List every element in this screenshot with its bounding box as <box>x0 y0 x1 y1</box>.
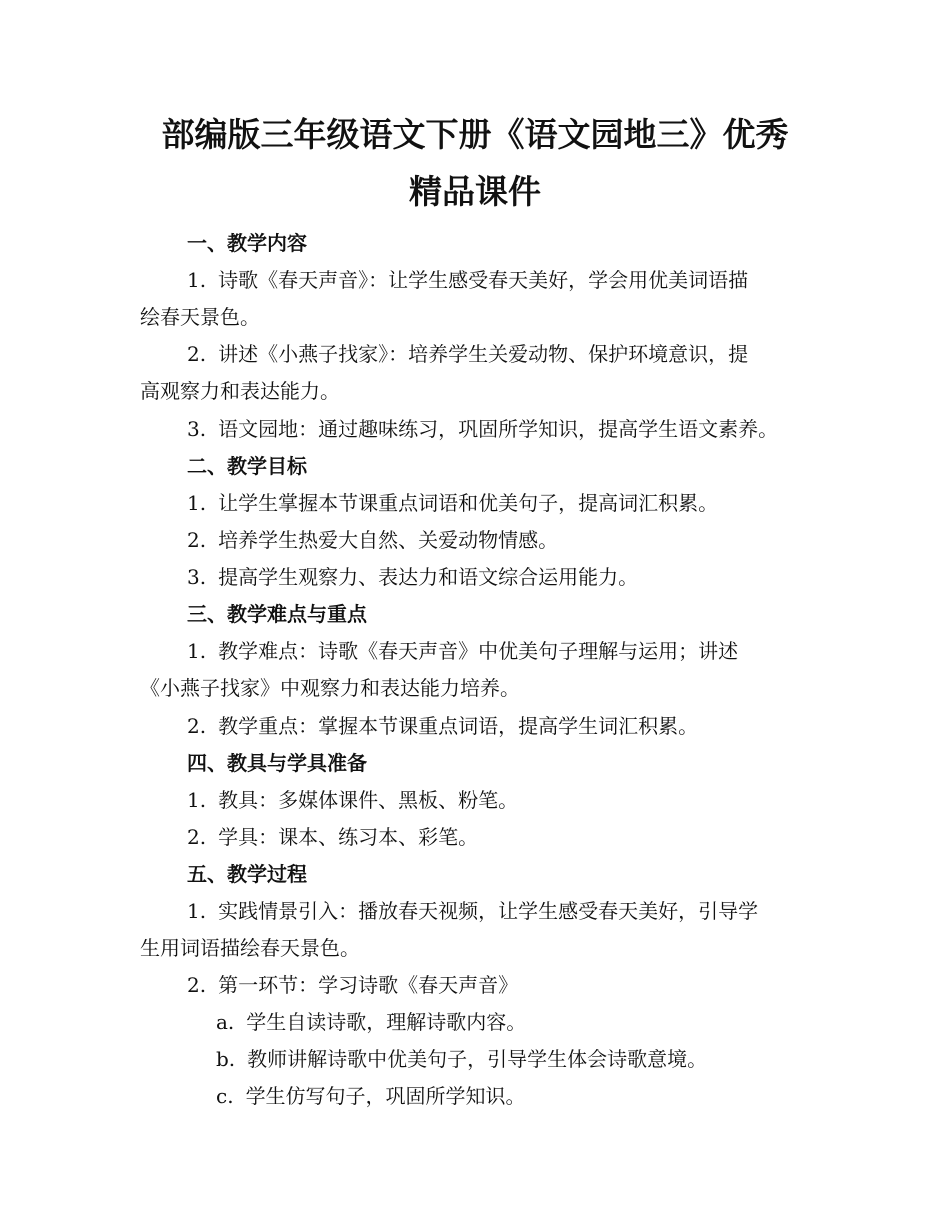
document-title-line-2: 精品课件 <box>409 172 541 211</box>
tools-item-1-text: 教具：多媒体课件、黑板、粉笔。 <box>218 788 519 812</box>
keypoints-item-1-continuation: 《小燕子找家》中观察力和表达能力培养。 <box>140 676 520 700</box>
tools-item-2-text: 学具：课本、练习本、彩笔。 <box>218 825 479 849</box>
list-number: 2. <box>187 973 207 997</box>
keypoints-item-1 <box>187 637 738 665</box>
goals-item-1-text: 让学生掌握本节课重点词语和优美句子，提高词汇积累。 <box>218 491 719 515</box>
section-heading-content: 一、教学内容 <box>187 231 307 255</box>
content-item-1-text: 诗歌《春天声音》：让学生感受春天美好，学会用优美词语描 <box>218 268 749 292</box>
process-sub-item-b <box>216 1045 707 1073</box>
process-item-1-text: 实践情景引入：播放春天视频，让学生感受春天美好，引导学 <box>218 899 759 923</box>
process-sub-item-a <box>216 1008 526 1036</box>
process-sub-item-c-text: 学生仿写句子，巩固所学知识。 <box>245 1084 526 1108</box>
keypoints-item-2-text: 教学重点：掌握本节课重点词语，提高学生词汇积累。 <box>218 714 699 738</box>
goals-item-3-text: 提高学生观察力、表达力和语文综合运用能力。 <box>218 565 639 589</box>
keypoints-item-2 <box>187 712 698 740</box>
process-item-2-text: 第一环节：学习诗歌《春天声音》 <box>218 973 519 997</box>
content-item-2 <box>187 340 748 368</box>
list-number: 1. <box>187 639 207 663</box>
list-letter: b. <box>216 1047 236 1071</box>
goals-item-2-text: 培养学生热爱大自然、关爱动物情感。 <box>218 528 559 552</box>
content-item-2-continuation: 高观察力和表达能力。 <box>140 379 340 403</box>
keypoints-item-1-text: 教学难点：诗歌《春天声音》中优美句子理解与运用；讲述 <box>218 639 739 663</box>
list-letter: a. <box>216 1010 235 1034</box>
section-heading-process: 五、教学过程 <box>187 862 307 886</box>
content-item-1-continuation: 绘春天景色。 <box>140 305 260 329</box>
tools-item-1 <box>187 786 518 814</box>
list-number: 3. <box>187 565 207 589</box>
list-number: 2. <box>187 825 207 849</box>
list-number: 2. <box>187 714 207 738</box>
list-number: 3. <box>187 417 207 441</box>
content-item-1 <box>187 266 748 294</box>
goals-item-3 <box>187 563 638 591</box>
list-letter: c. <box>216 1084 234 1108</box>
goals-item-2 <box>187 526 558 554</box>
process-sub-item-b-text: 教师讲解诗歌中优美句子，引导学生体会诗歌意境。 <box>247 1047 708 1071</box>
list-number: 2. <box>187 342 207 366</box>
content-item-3-text: 语文园地：通过趣味练习，巩固所学知识，提高学生语文素养。 <box>218 417 779 441</box>
section-heading-goals: 二、教学目标 <box>187 454 307 478</box>
section-heading-keypoints: 三、教学难点与重点 <box>187 602 367 626</box>
tools-item-2 <box>187 823 478 851</box>
section-heading-tools: 四、教具与学具准备 <box>187 751 367 775</box>
content-item-2-text: 讲述《小燕子找家》：培养学生关爱动物、保护环境意识，提 <box>218 342 749 366</box>
goals-item-1 <box>187 489 718 517</box>
list-number: 2. <box>187 528 207 552</box>
process-item-1 <box>187 897 758 925</box>
process-sub-item-c <box>216 1082 526 1110</box>
list-number: 1. <box>187 491 207 515</box>
list-number: 1. <box>187 268 207 292</box>
list-number: 1. <box>187 899 207 923</box>
process-item-1-continuation: 生用词语描绘春天景色。 <box>140 936 360 960</box>
process-item-2 <box>187 971 518 999</box>
list-number: 1. <box>187 788 207 812</box>
process-sub-item-a-text: 学生自读诗歌，理解诗歌内容。 <box>246 1010 527 1034</box>
content-item-3 <box>187 415 778 443</box>
document-title-line-1: 部编版三年级语文下册《语文园地三》优秀 <box>161 115 789 154</box>
